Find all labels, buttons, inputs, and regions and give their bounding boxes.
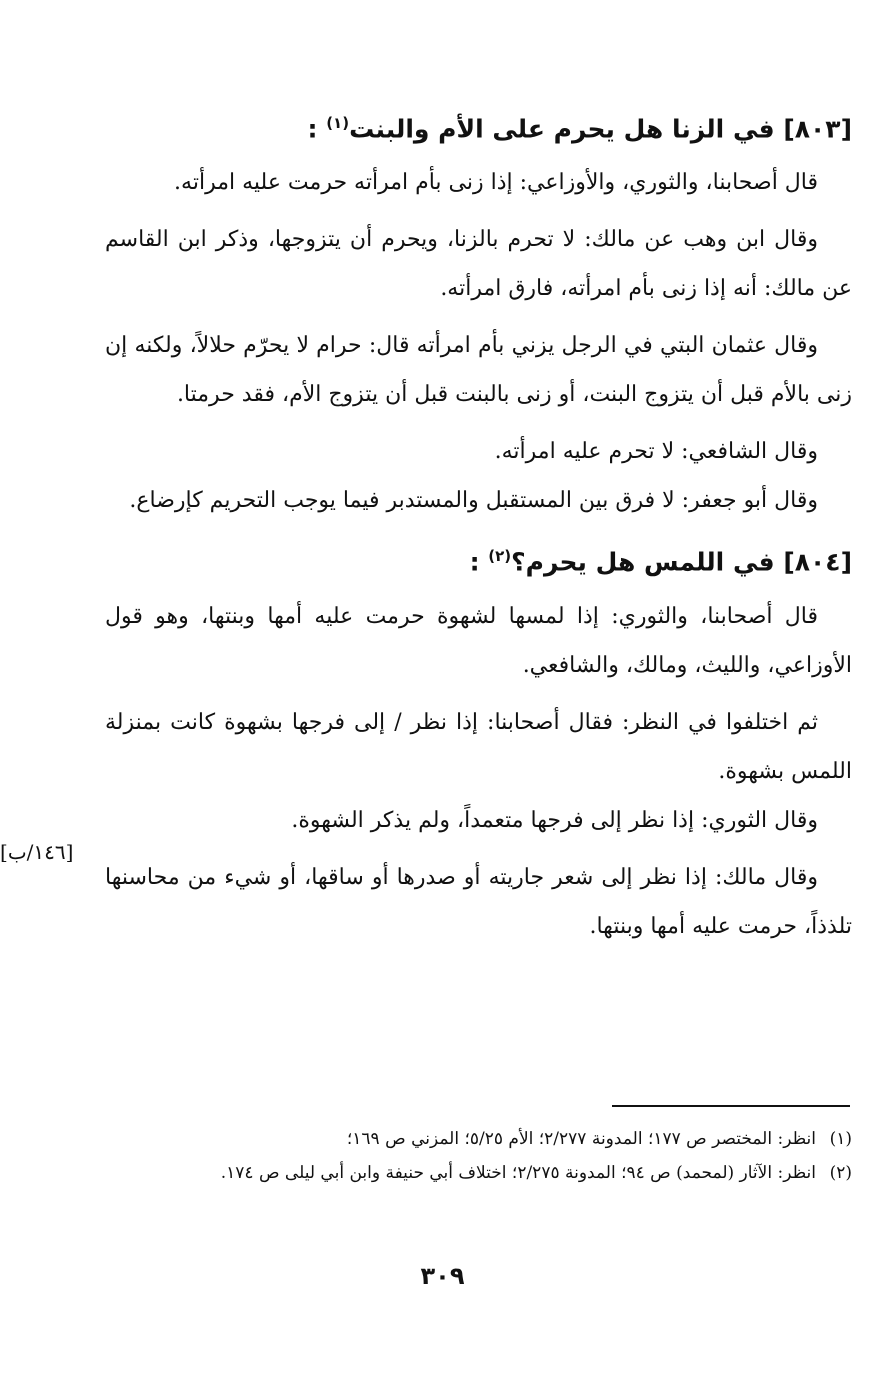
section-heading-803 xyxy=(105,100,852,152)
paragraph: وقال عثمان البتي في الرجل يزني بأم امرأته قال: حرام لا يحرّم حلالاً، ولكنه إن زنى بالأم قبل أن يتزوج البنت، أو زنى بالبنت قبل أن يتزوج الأم، فقد حرمتا. xyxy=(105,333,852,408)
footnote-ref: (١) xyxy=(326,114,350,132)
section-number: [٨٠٣] xyxy=(783,114,852,144)
section-title: في اللمس هل يحرم؟ xyxy=(511,547,775,577)
paragraph: قال أصحابنا، والثوري، والأوزاعي: إذا زنى بأم امرأته حرمت عليه امرأته. xyxy=(174,170,818,196)
paragraph: ثم اختلفوا في النظر: فقال أصحابنا: إذا نظر / إلى فرجها بشهوة كانت بمنزلة اللمس بشهوة. xyxy=(105,709,852,784)
footnote-text: انظر: الآثار (لمحمد) ص ٩٤؛ المدونة ٢/٢٧٥؛ اختلاف أبي حنيفة وابن أبي ليلى ص ١٧٤. xyxy=(220,1163,816,1183)
paragraph: وقال مالك: إذا نظر إلى شعر جاريته أو صدرها أو ساقها، أو شيء من محاسنها تلذذاً، حرمت عليه أمها وبنتها. xyxy=(105,864,852,939)
footnote-number: (١) xyxy=(829,1129,852,1149)
footnote-divider xyxy=(612,1105,850,1107)
footnote-ref: (٢) xyxy=(488,547,512,566)
paragraph: وقال أبو جعفر: لا فرق بين المستقبل والمستدبر فيما يوجب التحريم كإرضاع. xyxy=(129,488,818,514)
manuscript-folio-note: [١٤٦/ب] xyxy=(0,840,74,864)
footnote-number: (٢) xyxy=(829,1163,852,1183)
paragraph: وقال ابن وهب عن مالك: لا تحرم بالزنا، ويحرم أن يتزوجها، وذكر ابن القاسم عن مالك: أنه إذا زنى بأم امرأته، فارق امرأته. xyxy=(105,227,852,302)
heading-colon: : xyxy=(307,114,318,144)
main-text xyxy=(105,100,852,959)
footnote xyxy=(105,1122,852,1156)
section-number: [٨٠٤] xyxy=(783,547,852,577)
section-title: في الزنا هل يحرم على الأم والبنت xyxy=(349,114,775,144)
footnote xyxy=(105,1156,852,1190)
heading-colon: : xyxy=(469,547,480,577)
section-heading-804 xyxy=(105,533,852,585)
paragraph: وقال الثوري: إذا نظر إلى فرجها متعمداً، ولم يذكر الشهوة. xyxy=(291,807,818,833)
page-number: ٣٠٩ xyxy=(420,1262,465,1290)
footnote-text: انظر: المختصر ص ١٧٧؛ المدونة ٢/٢٧٧؛ الأم ٥/٢٥؛ المزني ص ١٦٩؛ xyxy=(346,1129,816,1149)
paragraph: قال أصحابنا، والثوري: إذا لمسها لشهوة حرمت عليه أمها وبنتها، وهو قول الأوزاعي، والليث، ومالك، والشافعي. xyxy=(105,603,852,678)
footnotes xyxy=(105,1122,852,1190)
paragraph: وقال الشافعي: لا تحرم عليه امرأته. xyxy=(494,439,818,465)
